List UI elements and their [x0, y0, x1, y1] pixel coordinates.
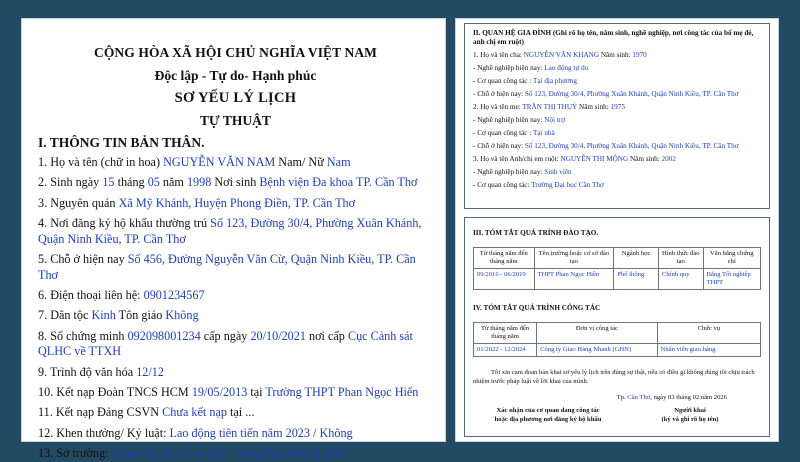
work-col-position: Chức vụ: [657, 323, 760, 344]
field-youth-union: 10. Kết nạp Đoàn TNCS HCM 19/05/2013 tại Trường THPT Phan Ngọc Hiển: [38, 385, 419, 400]
edu-degree: Bằng Tốt nghiệp THPT: [703, 269, 760, 290]
father-address: - Chỗ ở hiện nay: Số 123, Đường 30/4, Phường Xuân Khánh, Quận Ninh Kiều, TP. Cần Thơ: [473, 90, 739, 98]
field-birth: 2. Sinh ngày 15 tháng 05 năm 1998 Nơi sinh Bệnh viện Đa khoa TP. Cần Thơ: [38, 175, 418, 190]
field-full-name: 1. Họ và tên (chữ in hoa) NGUYỄN VĂN NAM Nam/ Nữ Nam: [38, 155, 351, 169]
field-phone: 6. Điện thoại liên hệ: 0901234567: [38, 287, 205, 302]
signature-row: [473, 407, 761, 424]
edu-school: THPT Phan Ngọc Hiền: [534, 269, 614, 290]
mother-address: - Chỗ ở hiện nay: Số 123, Đường 30/4, Phường Xuân Khánh, Quận Ninh Kiều, TP. Cần Thơ: [473, 142, 739, 150]
family-section-heading: II. QUAN HỆ GIA ĐÌNH (Ghi rõ họ tên, năm sinh, nghề nghiệp, nơi công tác của bố mẹ đẻ, anh chị em ruột): [473, 29, 754, 46]
declarant-note: (ký và ghi rõ họ tên): [661, 415, 719, 423]
mother-name: 2. Họ và tên mẹ: TRẦN THỊ THUỶ Năm sinh: 1975: [473, 103, 625, 111]
confirmation-label-1: Xác nhận của cơ quan đang công tác: [496, 407, 600, 414]
sibling-name: 3. Họ và tên Anh/chị em ruột: NGUYỄN THỊ MỘNG Năm sinh: 2002: [473, 155, 676, 163]
family-section: [464, 23, 770, 209]
field-awards: 12. Khen thưởng/ Kỷ luật: Lao động tiên tiến năm 2023 / Không: [38, 425, 353, 440]
edu-col-degree: Văn bằng chứng chỉ: [703, 248, 760, 269]
document-subtitle: TỰ THUẬT: [200, 113, 271, 128]
edu-col-major: Ngành học: [614, 248, 659, 269]
father-workplace: - Cơ quan công tác : Tại địa phương: [473, 77, 577, 85]
field-permanent-address: 4. Nơi đăng ký hộ khẩu thường trú Số 123, Đường 30/4, Phường Xuân Khánh, Quận Ninh Kiều, TP. Cần Thơ: [38, 216, 422, 246]
edu-period: 09/2016 - 06/2019: [474, 269, 535, 290]
table-row: [474, 344, 761, 357]
signing-date: Tp. Cần Thơ, ngày 03 tháng 02 năm 2026: [616, 394, 727, 401]
motto: Độc lập - Tự do- Hạnh phúc: [154, 68, 317, 83]
field-ethnicity-religion: 7. Dân tộc Kinh Tôn giáo Không: [38, 308, 199, 323]
education-work-section: [464, 217, 770, 437]
work-period: 01/2022 - 12/2024: [474, 344, 537, 357]
work-heading: IV. TÓM TẮT QUÁ TRÌNH CÔNG TÁC: [473, 304, 601, 312]
field-education-level: 9. Trình độ văn hóa 12/12: [38, 364, 164, 379]
confirmation-block: [473, 407, 623, 424]
work-unit: Công ty Giao Hàng Nhanh (GHN): [537, 344, 658, 357]
right-document-page: [455, 18, 779, 442]
field-id-card: 8. Số chứng minh 092098001234 cấp ngày 20/10/2021 nơi cấp Cục Cảnh sát QLHC về TTXH: [38, 328, 413, 359]
education-table: [473, 247, 761, 290]
work-table: [473, 322, 761, 357]
sibling-workplace: - Cơ quan công tác: Trường Đại học Cần Thơ: [473, 181, 604, 189]
edu-type: Chính quy: [658, 269, 703, 290]
declarant-label: Người khai: [674, 407, 706, 414]
education-heading: III. TÓM TẮT QUÁ TRÌNH ĐÀO TẠO.: [473, 229, 599, 237]
edu-col-period: Từ tháng năm đến tháng năm: [474, 248, 535, 269]
father-name: 1. Họ và tên cha: NGUYỄN VĂN KHANG Năm sinh: 1970: [473, 51, 647, 59]
edu-col-type: Hình thức đào tạo: [658, 248, 703, 269]
edu-major: Phổ thông: [614, 269, 659, 290]
father-job: - Nghề nghiệp hiện nay: Lao động tự do: [473, 64, 589, 72]
declaration-text: Tôi xin cam đoan bản khai sơ yếu lý lịch trên đúng sự thật, nếu có điều gì không đúng tôi chịu trách nhiệm trước pháp luật về lời khai của mình.: [473, 369, 755, 385]
edu-col-school: Tên trường hoặc cơ sở đào tạo: [534, 248, 614, 269]
work-header-row: [474, 323, 761, 344]
declarant-block: [635, 407, 745, 424]
field-current-address: 5. Chỗ ở hiện nay Số 456, Đường Nguyễn Văn Cừ, Quận Ninh Kiều, TP. Cần Thơ: [38, 252, 416, 282]
document-title: SƠ YẾU LÝ LỊCH: [174, 90, 297, 106]
field-strengths: 13. Sở trường: Giao tiếp, lái xe an toàn, thông thạo đường phố: [38, 446, 342, 461]
confirmation-label-2: hoặc địa phương nơi đăng ký hộ khẩu: [494, 415, 602, 423]
mother-workplace: - Cơ quan công tác : Tại nhà: [473, 129, 555, 137]
country-title: CỘNG HÒA XÃ HỘI CHỦ NGHĨA VIỆT NAM: [93, 45, 378, 60]
document-header: [38, 45, 433, 129]
table-row: [474, 269, 761, 290]
work-position: Nhân viên giao hàng: [657, 344, 760, 357]
left-document-page: [21, 18, 446, 461]
education-header-row: [474, 248, 761, 269]
field-hometown: 3. Nguyên quán Xã Mỹ Khánh, Huyện Phong Điền, TP. Cần Thơ: [38, 195, 356, 210]
work-col-period: Từ tháng năm đến tháng năm: [474, 323, 537, 344]
section-personal-info-heading: I. THÔNG TIN BẢN THÂN.: [38, 135, 205, 150]
mother-job: - Nghề nghiệp hiện nay: Nội trợ: [473, 116, 566, 124]
work-col-unit: Đơn vị công tác: [537, 323, 658, 344]
field-party: 11. Kết nạp Đảng CSVN Chưa kết nạp tại ...: [38, 405, 255, 420]
sibling-job: - Nghề nghiệp hiện nay: Sinh viên: [473, 168, 572, 176]
